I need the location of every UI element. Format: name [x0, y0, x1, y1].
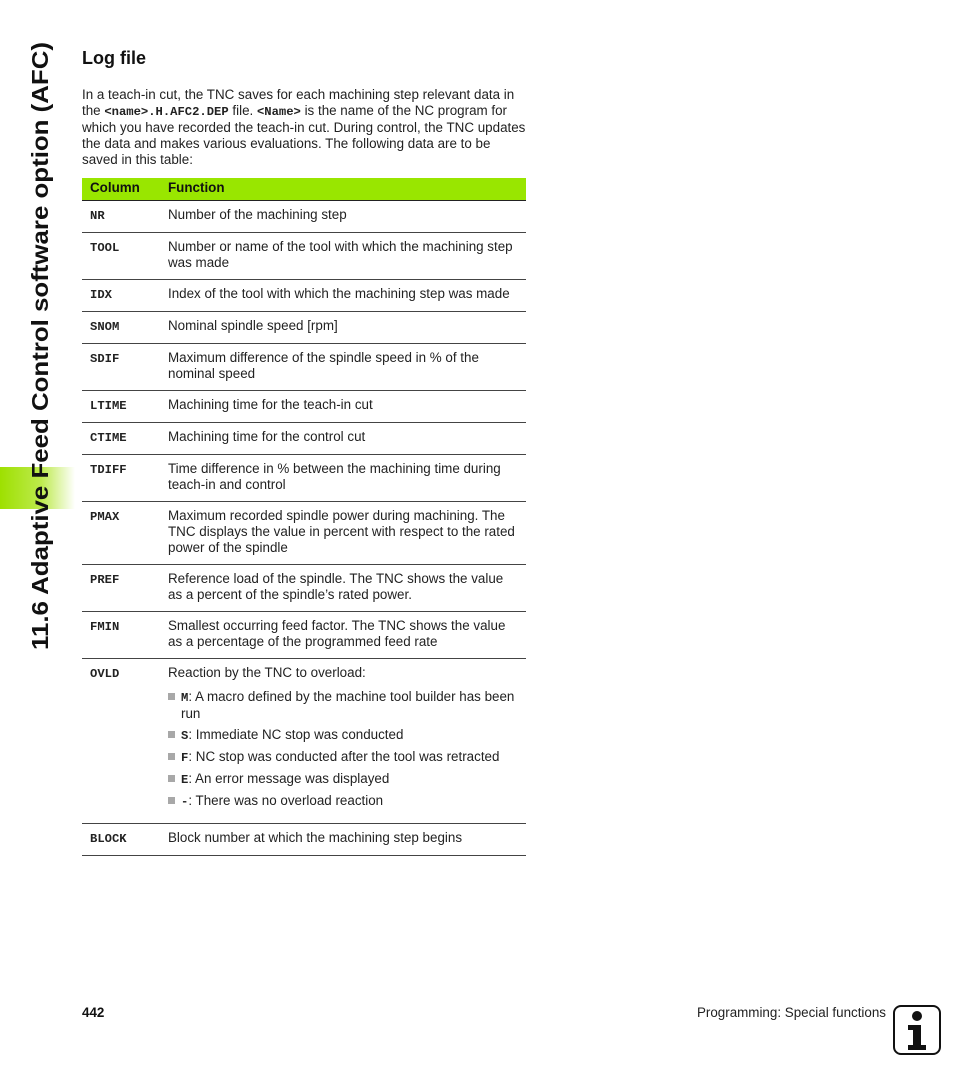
row-description: Smallest occurring feed factor. The TNC shows the value as a percentage of the programmed feed rate — [160, 612, 526, 659]
table-row — [82, 612, 526, 659]
table-row — [82, 502, 526, 565]
reaction-text: : A macro defined by the machine tool builder has been run — [181, 689, 515, 721]
intro-code-filename: <name>.H.AFC2.DEP — [104, 105, 229, 119]
reaction-text: : Immediate NC stop was conducted — [188, 727, 404, 742]
row-code: TDIFF — [82, 455, 160, 502]
list-item — [168, 749, 518, 766]
reaction-key: - — [181, 795, 189, 809]
row-code: PMAX — [82, 502, 160, 565]
table-row — [82, 455, 526, 502]
chapter-side-title — [26, 36, 54, 656]
row-code: IDX — [82, 280, 160, 312]
row-description: Machining time for the teach-in cut — [160, 391, 526, 423]
log-file-table — [82, 178, 526, 856]
intro-paragraph — [82, 87, 527, 168]
row-code: SNOM — [82, 312, 160, 344]
ovld-reaction-list — [168, 689, 518, 810]
table-row — [82, 344, 526, 391]
row-description: Number or name of the tool with which the machining step was made — [160, 233, 526, 280]
chapter-side-title-text: 11.6 Adaptive Feed Control software option (AFC) — [27, 109, 53, 650]
reaction-text: : An error message was displayed — [188, 771, 390, 786]
row-code: OVLD — [82, 659, 160, 824]
table-row — [82, 201, 526, 233]
info-icon — [893, 1005, 941, 1055]
row-code: NR — [82, 201, 160, 233]
table-row — [82, 391, 526, 423]
list-item — [168, 727, 518, 744]
row-code: FMIN — [82, 612, 160, 659]
table-row — [82, 233, 526, 280]
reaction-key: E — [181, 773, 189, 787]
row-code: PREF — [82, 565, 160, 612]
row-description: Maximum difference of the spindle speed in % of the nominal speed — [160, 344, 526, 391]
row-description: Reference load of the spindle. The TNC shows the value as a percent of the spindle’s rated power. — [160, 565, 526, 612]
table-header-row — [82, 178, 526, 201]
section-title: Log file — [82, 48, 146, 68]
row-description — [160, 659, 526, 824]
row-code: BLOCK — [82, 824, 160, 856]
row-code: TOOL — [82, 233, 160, 280]
row-description: Number of the machining step — [160, 201, 526, 233]
table-row — [82, 312, 526, 344]
intro-text-3: is the name of the NC program for which you have recorded the teach-in cut. During control, the TNC updates the data and makes various evaluations. The following data are to be saved in this table: — [82, 103, 526, 167]
intro-text-2: file. — [228, 103, 257, 118]
reaction-text: : There was no overload reaction — [188, 793, 384, 808]
intro-text-1: In a teach-in cut, the TNC saves for each machining step relevant data in the — [82, 87, 515, 118]
reaction-key: S — [181, 729, 189, 743]
list-item — [168, 771, 518, 788]
row-description: Nominal spindle speed [rpm] — [160, 312, 526, 344]
row-description: Machining time for the control cut — [160, 423, 526, 455]
table-row — [82, 423, 526, 455]
reaction-key: F — [181, 751, 189, 765]
row-code: LTIME — [82, 391, 160, 423]
row-code: SDIF — [82, 344, 160, 391]
page-number: 442 — [82, 1005, 105, 1020]
list-item — [168, 689, 518, 722]
column-header-column: Column — [82, 178, 160, 201]
reaction-text: : NC stop was conducted after the tool was retracted — [188, 749, 500, 764]
list-item — [168, 793, 518, 810]
reaction-key: M — [181, 691, 189, 705]
table-row — [82, 824, 526, 856]
row-description: Maximum recorded spindle power during machining. The TNC displays the value in percent with respect to the rated power of the spindle — [160, 502, 526, 565]
row-description: Time difference in % between the machining time during teach-in and control — [160, 455, 526, 502]
column-header-function: Function — [160, 178, 526, 201]
table-row-ovld — [82, 659, 526, 824]
table-row — [82, 280, 526, 312]
footer-chapter-text: Programming: Special functions — [696, 1005, 886, 1020]
intro-code-name: <Name> — [256, 105, 301, 119]
row-description: Index of the tool with which the machining step was made — [160, 280, 526, 312]
ovld-description: Reaction by the TNC to overload: — [168, 665, 366, 680]
row-code: CTIME — [82, 423, 160, 455]
table-row — [82, 565, 526, 612]
row-description: Block number at which the machining step begins — [160, 824, 526, 856]
